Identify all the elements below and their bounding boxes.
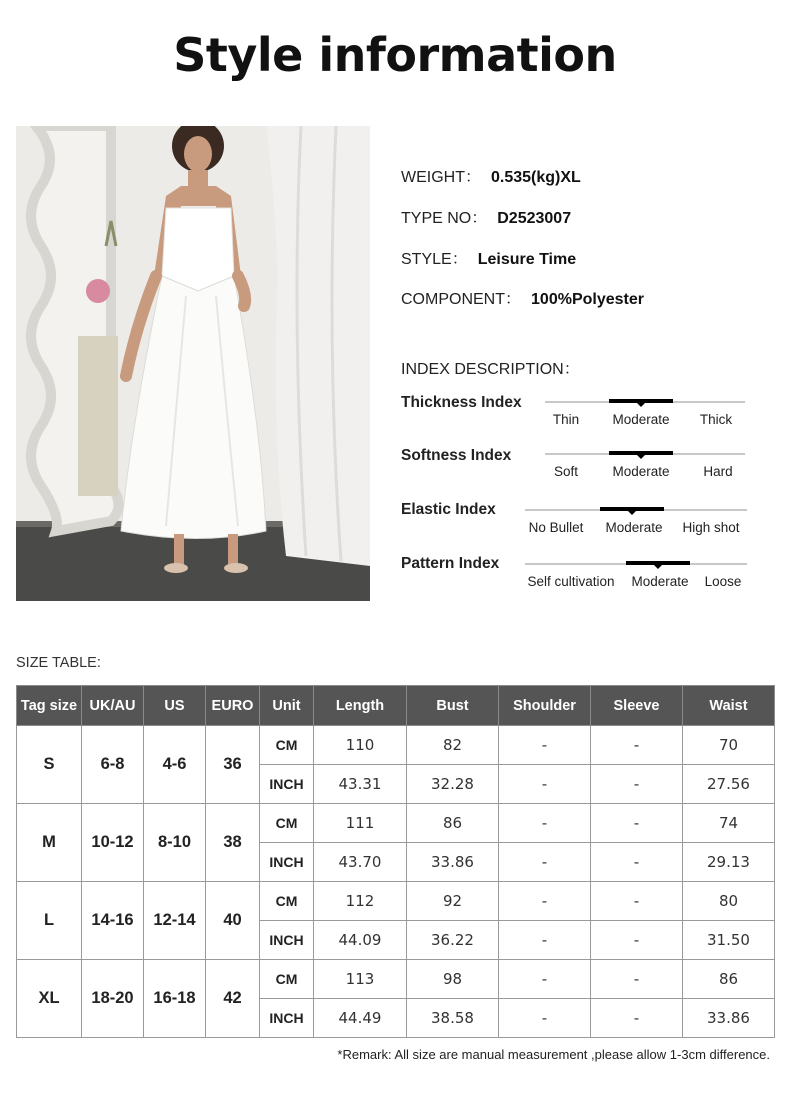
unit-cell: CM xyxy=(260,882,314,921)
softness-index-scale xyxy=(545,450,745,484)
size-table xyxy=(16,685,775,1038)
weight-label: WEIGHT： xyxy=(401,169,481,186)
shoulder-cell: - xyxy=(499,999,591,1038)
euro-cell: 36 xyxy=(206,726,260,804)
unit-cell: CM xyxy=(260,960,314,999)
shoulder-cell: - xyxy=(499,882,591,921)
waist-cell: 80 xyxy=(683,882,775,921)
shoulder-cell: - xyxy=(499,804,591,843)
header-tag-size: Tag size xyxy=(17,686,82,726)
waist-cell: 33.86 xyxy=(683,999,775,1038)
softness-option-3: Hard xyxy=(703,464,733,479)
sleeve-cell: - xyxy=(591,999,683,1038)
sleeve-cell: - xyxy=(591,804,683,843)
component-label: COMPONENT： xyxy=(401,291,522,308)
style-label: STYLE： xyxy=(401,251,468,268)
style-value: Leisure Time xyxy=(477,251,577,268)
shoulder-cell: - xyxy=(499,921,591,960)
remark-note: *Remark: All size are manual measurement ,please allow 1-3cm difference. xyxy=(337,1047,770,1062)
us-cell: 12-14 xyxy=(144,882,206,960)
size-table-label: SIZE TABLE: xyxy=(16,655,101,671)
thickness-index-scale xyxy=(545,398,745,432)
bust-cell: 82 xyxy=(407,726,499,765)
bust-cell: 33.86 xyxy=(407,843,499,882)
unit-cell: INCH xyxy=(260,843,314,882)
header-bust: Bust xyxy=(407,686,499,726)
us-cell: 8-10 xyxy=(144,804,206,882)
weight-value: 0.535(kg)XL xyxy=(491,169,581,186)
softness-option-1: Soft xyxy=(553,464,579,479)
softness-index-label: Softness Index xyxy=(401,447,512,464)
us-cell: 16-18 xyxy=(144,960,206,1038)
shoulder-cell: - xyxy=(499,765,591,804)
shoulder-cell: - xyxy=(499,960,591,999)
table-row xyxy=(17,882,775,921)
tag-size-cell: L xyxy=(17,882,82,960)
thickness-option-1: Thin xyxy=(552,412,580,427)
type-value: D2523007 xyxy=(497,210,572,227)
uk-au-cell: 14-16 xyxy=(82,882,144,960)
table-row xyxy=(17,726,775,765)
sleeve-cell: - xyxy=(591,765,683,804)
sleeve-cell: - xyxy=(591,921,683,960)
weight-row xyxy=(401,164,581,187)
thickness-index-label: Thickness Index xyxy=(401,394,522,411)
table-row xyxy=(17,804,775,843)
pattern-index-label: Pattern Index xyxy=(401,555,500,572)
bust-cell: 92 xyxy=(407,882,499,921)
pattern-option-1: Self cultivation xyxy=(527,574,615,589)
pattern-index-scale xyxy=(525,560,747,594)
elastic-option-3: High shot xyxy=(682,520,740,535)
header-us: US xyxy=(144,686,206,726)
header-waist: Waist xyxy=(683,686,775,726)
length-cell: 111 xyxy=(314,804,407,843)
unit-cell: CM xyxy=(260,804,314,843)
bust-cell: 36.22 xyxy=(407,921,499,960)
tag-size-cell: M xyxy=(17,804,82,882)
waist-cell: 74 xyxy=(683,804,775,843)
length-cell: 110 xyxy=(314,726,407,765)
bust-cell: 38.58 xyxy=(407,999,499,1038)
tag-size-cell: S xyxy=(17,726,82,804)
bust-cell: 98 xyxy=(407,960,499,999)
length-cell: 44.49 xyxy=(314,999,407,1038)
elastic-option-1: No Bullet xyxy=(528,520,584,535)
euro-cell: 40 xyxy=(206,882,260,960)
header-unit: Unit xyxy=(260,686,314,726)
thickness-option-2: Moderate xyxy=(612,412,670,427)
euro-cell: 42 xyxy=(206,960,260,1038)
softness-option-2: Moderate xyxy=(612,464,670,479)
length-cell: 113 xyxy=(314,960,407,999)
unit-cell: INCH xyxy=(260,921,314,960)
component-row xyxy=(401,286,644,309)
style-row xyxy=(401,246,576,269)
header-length: Length xyxy=(314,686,407,726)
uk-au-cell: 18-20 xyxy=(82,960,144,1038)
tag-size-cell: XL xyxy=(17,960,82,1038)
header-sleeve: Sleeve xyxy=(591,686,683,726)
header-euro: EURO xyxy=(206,686,260,726)
waist-cell: 86 xyxy=(683,960,775,999)
length-cell: 43.31 xyxy=(314,765,407,804)
unit-cell: INCH xyxy=(260,765,314,804)
sleeve-cell: - xyxy=(591,726,683,765)
sleeve-cell: - xyxy=(591,960,683,999)
component-value: 100%Polyester xyxy=(531,291,644,308)
table-row xyxy=(17,960,775,999)
waist-cell: 27.56 xyxy=(683,765,775,804)
white-dress-model-image xyxy=(16,126,370,601)
header-shoulder: Shoulder xyxy=(499,686,591,726)
elastic-option-2: Moderate xyxy=(605,520,663,535)
type-row xyxy=(401,205,571,228)
thickness-option-3: Thick xyxy=(699,412,733,427)
pattern-option-2: Moderate xyxy=(631,574,689,589)
elastic-index-scale xyxy=(525,506,747,540)
unit-cell: INCH xyxy=(260,999,314,1038)
type-label: TYPE NO： xyxy=(401,210,488,227)
sleeve-cell: - xyxy=(591,882,683,921)
bust-cell: 86 xyxy=(407,804,499,843)
shoulder-cell: - xyxy=(499,726,591,765)
unit-cell: CM xyxy=(260,726,314,765)
elastic-index-label: Elastic Index xyxy=(401,501,496,518)
table-header-row xyxy=(17,686,775,726)
waist-cell: 31.50 xyxy=(683,921,775,960)
length-cell: 112 xyxy=(314,882,407,921)
index-description-title: INDEX DESCRIPTION： xyxy=(401,361,580,378)
bust-cell: 32.28 xyxy=(407,765,499,804)
us-cell: 4-6 xyxy=(144,726,206,804)
euro-cell: 38 xyxy=(206,804,260,882)
header-uk-au: UK/AU xyxy=(82,686,144,726)
uk-au-cell: 10-12 xyxy=(82,804,144,882)
length-cell: 43.70 xyxy=(314,843,407,882)
uk-au-cell: 6-8 xyxy=(82,726,144,804)
waist-cell: 70 xyxy=(683,726,775,765)
pattern-option-3: Loose xyxy=(704,574,742,589)
waist-cell: 29.13 xyxy=(683,843,775,882)
page-title: Style information xyxy=(173,28,617,82)
product-photo xyxy=(16,126,370,601)
length-cell: 44.09 xyxy=(314,921,407,960)
shoulder-cell: - xyxy=(499,843,591,882)
sleeve-cell: - xyxy=(591,843,683,882)
